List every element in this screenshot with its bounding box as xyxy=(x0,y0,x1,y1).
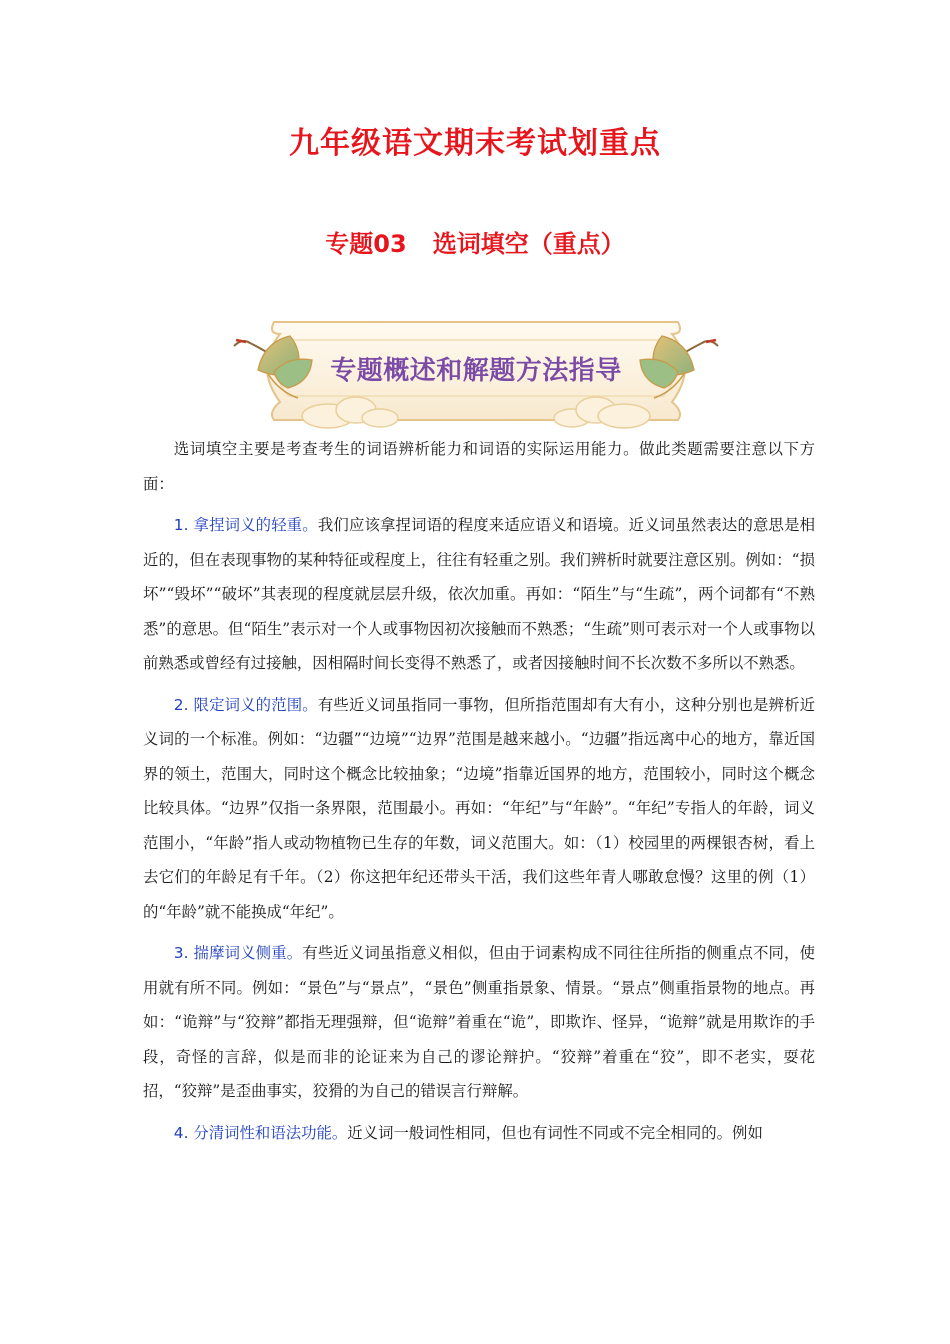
section-paragraph-2 xyxy=(143,688,815,930)
topic-name: 选词填空（重点） xyxy=(432,230,625,258)
section-heading-3: 3. 揣摩词义侧重。 xyxy=(173,944,303,962)
section-paragraph-4 xyxy=(143,1116,815,1151)
banner-title: 专题概述和解题方法指导 xyxy=(330,356,622,386)
section-banner xyxy=(228,312,724,432)
section-heading-2: 2. 限定词义的范围。 xyxy=(173,695,318,714)
section-heading-1: 1. 拿捏词义的轻重。 xyxy=(173,516,318,534)
article-body xyxy=(143,432,815,1157)
section-body-4: 近义词一般词性相同，但也有词性不同或不完全相同的。例如 xyxy=(347,1123,763,1142)
topic-number: 专题03 xyxy=(325,230,407,258)
document-title: 九年级语文期末考试划重点 xyxy=(289,126,661,161)
section-body-1: 我们应该拿捏词语的程度来适应语义和语境。近义词虽然表达的意思是相近的，但在表现事物的某种特征或程度上，往往有轻重之别。我们辨析时就要注意区别。例如：“损坏”“毁坏”“破坏”其表现的程度就层层升级，依次加重。再如：“陌生”与“生疏”，两个词都有“不熟悉”的意思。但“陌生”表示对一个人或事物因初次接触而不熟悉；“生疏”则可表示对一个人或事物以前熟悉或曾经有过接触，因相隔时间长变得不熟悉了，或者因接触时间不长次数不多所以不熟悉。 xyxy=(143,516,815,672)
section-paragraph-3 xyxy=(143,936,815,1109)
section-body-2: 有些近义词虽指同一事物，但所指范围却有大有小，这种分别也是辨析近义词的一个标准。例如：“边疆”“边境”“边界”范围是越来越小。“边疆”指远离中心的地方，靠近国界的领土，范围大，同时这个概念比较抽象；“边境”指靠近国界的地方，范围较小，同时这个概念比较具体。“边界”仅指一条界限，范围最小。再如：“年纪”与“年龄”。“年纪”专指人的年龄，词义范围小，“年龄”指人或动物植物已生存的年数，词义范围大。如：（1）校园里的两棵银杏树，看上去它们的年龄足有千年。（2）你这把年纪还带头干活，我们这些年青人哪敢怠慢？这里的例（1）的“年龄”就不能换成“年纪”。 xyxy=(143,695,815,921)
intro-paragraph: 选词填空主要是考查考生的词语辨析能力和词语的实际运用能力。做此类题需要注意以下方面： xyxy=(143,440,815,493)
topic-subtitle xyxy=(0,224,950,259)
section-body-3: 有些近义词虽指意义相似，但由于词素构成不同往往所指的侧重点不同，使用就有所不同。例如：“景色”与“景点”，“景色”侧重指景象、情景。“景点”侧重指景物的地点。再如：“诡辩”与“狡辩”都指无理强辩，但“诡辩”着重在“诡”，即欺诈、怪异，“诡辩”就是用欺诈的手段，奇怪的言辞，似是而非的论证来为自己的谬论辩护。“狡辩”着重在“狡”，即不老实，耍花招，“狡辩”是歪曲事实，狡猾的为自己的错误言行辩解。 xyxy=(143,944,815,1100)
section-paragraph-1 xyxy=(143,508,815,681)
section-heading-4: 4. 分清词性和语法功能。 xyxy=(173,1123,348,1142)
